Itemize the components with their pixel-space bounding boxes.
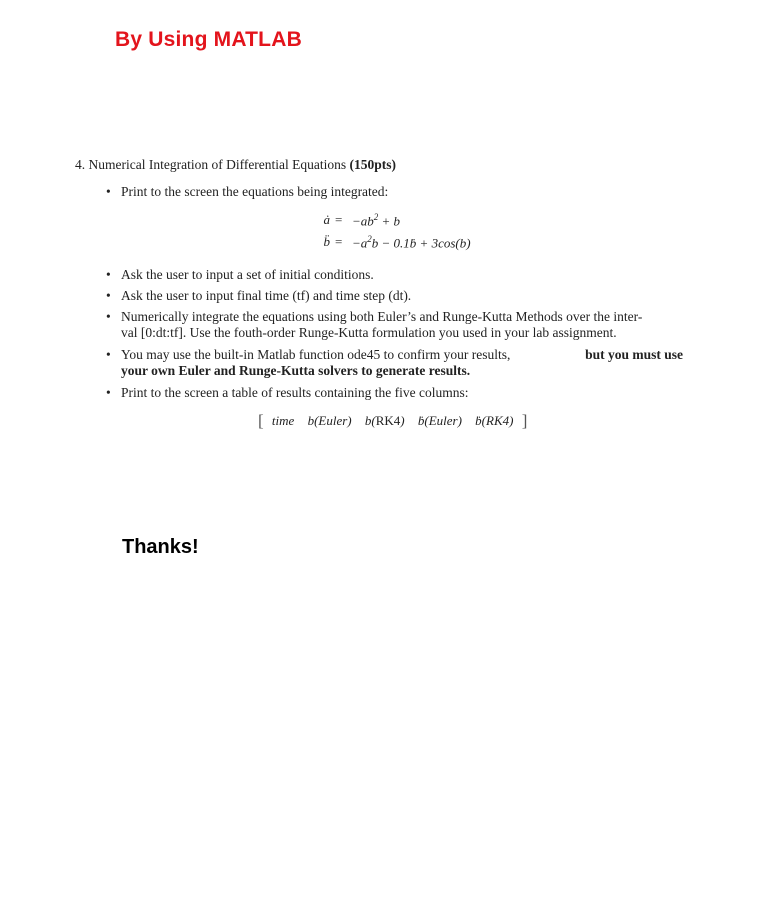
column-bdot-rk4: [475, 413, 513, 428]
bullet-text: [121, 347, 683, 379]
equation-rhs: [352, 234, 471, 251]
equation-equals: =: [335, 212, 343, 227]
bullet-symbol: •: [106, 267, 111, 282]
problem-number: 4.: [75, 157, 86, 172]
column-label: RK4: [375, 413, 401, 428]
equation-exponent: 2: [367, 234, 372, 244]
column-time: time: [271, 413, 295, 428]
bullet-text: Ask the user to input final time (tf) and time step (dt).: [121, 288, 412, 303]
bullet-text: Ask the user to input a set of initial conditions.: [121, 267, 374, 282]
column-b-euler: b(Euler): [307, 413, 352, 428]
equation-equals: =: [335, 234, 343, 249]
equation-term: b − 0.1ḃ + 3cos(b): [371, 235, 471, 251]
bullet-symbol: •: [106, 184, 111, 199]
problem-points: (150pts): [349, 157, 397, 172]
bullet-text-line: Numerically integrate the equations using both Euler’s and Runge-Kutta Methods over the inter-: [121, 309, 643, 324]
equation-rhs: [352, 212, 400, 229]
results-columns-vector: [258, 411, 527, 431]
problem-heading: [75, 157, 396, 173]
bullet-symbol: •: [106, 309, 111, 324]
column-bdot-euler: ḃ(Euler): [417, 413, 462, 428]
bullet-text: [121, 309, 688, 341]
column-var: b(: [364, 413, 376, 428]
bullet-text-line: val [0:dt:tf]. Use the fouth-order Runge-Kutta formulation you used in your lab assignment.: [121, 325, 617, 340]
bullet-symbol: •: [106, 347, 111, 362]
equation-lhs: ȧ: [323, 212, 330, 227]
column-close: ): [400, 413, 405, 428]
bullet-text-bold: but you must use: [585, 347, 683, 362]
column-var: ḃ(: [475, 413, 486, 428]
bullet-text: Print to the screen the equations being integrated:: [121, 184, 389, 199]
column-close: ): [509, 413, 514, 428]
equation-lhs: b̈: [323, 234, 330, 249]
bullet-symbol: •: [106, 288, 111, 303]
column-b-rk4: [365, 413, 405, 428]
open-bracket: [: [258, 411, 264, 430]
bullet-text-normal: You may use the built-in Matlab function ode45 to confirm your results,: [121, 347, 511, 362]
page-header-title: By Using MATLAB: [115, 28, 302, 51]
equation-term: −a: [352, 235, 368, 251]
bullet-symbol: •: [106, 385, 111, 400]
bullet-text: Print to the screen a table of results containing the five columns:: [121, 385, 469, 400]
bullet-text-line: [121, 363, 683, 379]
bullet-text-bold: your own Euler and Runge-Kutta solvers to generate results.: [121, 363, 471, 378]
close-bracket: ]: [521, 411, 528, 430]
equation-term: + b: [378, 213, 401, 229]
thanks-text: Thanks!: [122, 536, 199, 558]
column-label: RK4: [486, 413, 510, 428]
problem-title: Numerical Integration of Differential Equations: [88, 157, 347, 172]
equation-exponent: 2: [373, 212, 379, 222]
equation-term: −ab: [352, 213, 374, 229]
bullet-text-line: [121, 347, 683, 363]
